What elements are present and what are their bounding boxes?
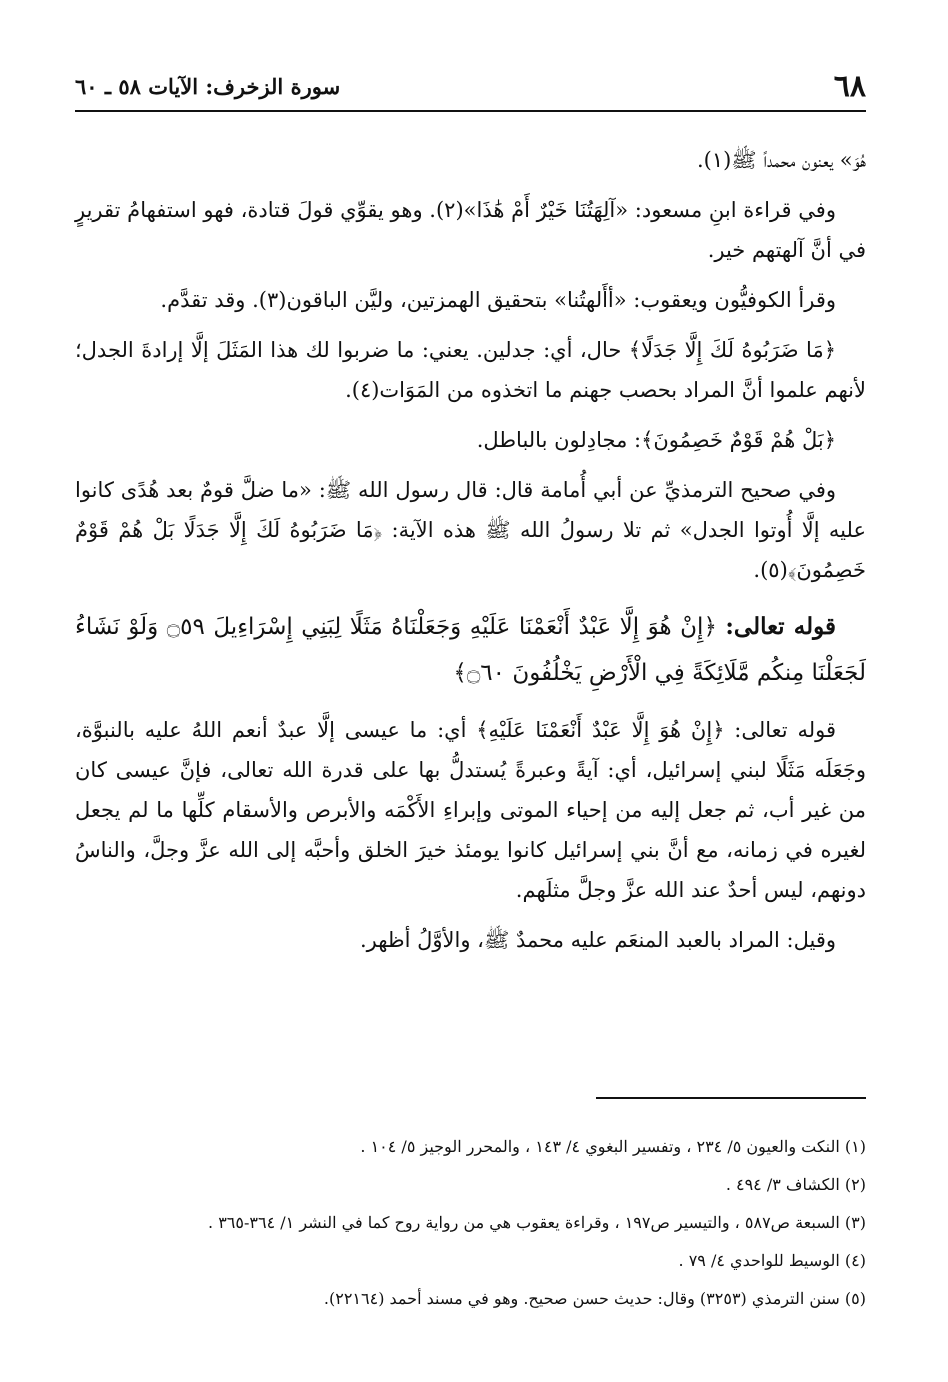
footnote-1: (١) النكت والعيون ٥/ ٢٣٤ ، وتفسير البغوي ٤/ ١٤٣ ، والمحرر الوجيز ٥/ ١٠٤ . [360, 1137, 866, 1156]
footnote-2: (٢) الكشاف ٣/ ٤٩٤ . [725, 1175, 866, 1194]
footnotes [75, 1128, 866, 1318]
verse-heading-text: ﴿إِنْ هُوَ إِلَّا عَبْدٌ أَنْعَمْنَا عَلَيْهِ وَجَعَلْنَاهُ مَثَلًا لِبَنِي إِسْرَاءِيلَ ۝٥٩ وَلَوْ نَشَاءُ لَجَعَلْنَا مِنكُم مَّلَائِكَةً فِي الْأَرْضِ يَخْلُفُونَ ۝٦٠﴾ [75, 614, 866, 686]
paragraph-5: ﴿بَلْ هُمْ قَوْمٌ خَصِمُونَ﴾: مجادِلون بالباطل. [476, 428, 836, 452]
footnote-3: (٣) السبعة ص٥٨٧ ، والتيسير ص١٩٧ ، وقراءة يعقوب هي من رواية روح كما في النشر ١/ ٣٦٤-٣٦٥ . [208, 1213, 866, 1232]
verse-heading-label: قوله تعالى: [725, 613, 836, 640]
verse-heading [75, 604, 866, 696]
paragraph-2: وفي قراءة ابنِ مسعود: «آلِهَتُنَا خَيْرٌ أَمْ هَٰذَا»(٢). وهو يقوِّي قولَ قتادة، فهو استفهامُ تقريرٍ في أنَّ آلهتهم خير. [75, 198, 866, 262]
footnote-4: (٤) الوسيط للواحدي ٤/ ٧٩ . [678, 1251, 866, 1270]
running-title: سورة الزخرف: الآيات ٥٨ ـ ٦٠ [75, 73, 341, 99]
paragraph-3: وقرأ الكوفيُّون ويعقوب: «أأَلهتُنا» بتحقيق الهمزتين، وليَّن الباقون(٣). وقد تقدَّم. [160, 288, 836, 312]
page-header [75, 62, 866, 112]
main-text [75, 140, 866, 970]
footnote-5: (٥) سنن الترمذي (٣٢٥٣) وقال: حديث حسن صحيح. وهو في مسند أحمد (٢٢١٦٤). [323, 1289, 866, 1308]
paragraph-1: هُوَ» يعنون محمداً ﷺ(١). [696, 148, 866, 172]
paragraph-4: ﴿مَا ضَرَبُوهُ لَكَ إِلَّا جَدَلًا﴾ حال، أي: جدلين. يعني: ما ضربوا لك هذا المَثَلَ إلَّا إرادةَ الجدل؛ لأنهم علموا أنَّ المراد بحصب جهنم ما اتخذوه من المَوَات(٤). [75, 338, 866, 402]
footnote-separator [596, 1097, 866, 1099]
paragraph-7: قوله تعالى: ﴿إِنْ هُوَ إِلَّا عَبْدٌ أَنْعَمْنَا عَلَيْهِ﴾ أي: ما عيسى إلَّا عبدٌ أنعم اللهُ عليه بالنبوَّة، وجَعَلَه مَثَلًا لبني إسرائيل، أي: آيةً وعبرةً يُستدلُّ بها على قدرة الله تعالى، فإنَّ عيسى كان من غير أب، ثم جعل إليه من إحياء الموتى وإبراءِ الأَكْمَه والأبرص والأسقام كلِّها ما لم يجعل لغيره في زمانه، مع أنَّ بني إسرائيل كانوا يومئذ خيرَ الخلق وأحبَّه إلى الله عزَّ وجلَّ، والناسُ دونهم، ليس أحدٌ عند الله عزَّ وجلَّ مثلَهم. [75, 718, 866, 902]
paragraph-6: وفي صحيح الترمذيِّ عن أبي أُمامة قال: قال رسول الله ﷺ: «ما ضلَّ قومٌ بعد هُدًى كانوا عليه إلَّا أُوتوا الجدل» ثم تلا رسولُ الله ﷺ هذه الآية: ﴿مَا ضَرَبُوهُ لَكَ إِلَّا جَدَلًا بَلْ هُمْ قَوْمٌ خَصِمُونَ﴾(٥). [75, 478, 866, 582]
page-number: ٦٨ [833, 68, 866, 104]
paragraph-8: وقيل: المراد بالعبد المنعَم عليه محمدٌ ﷺ، والأوَّلُ أظهر. [359, 928, 836, 952]
